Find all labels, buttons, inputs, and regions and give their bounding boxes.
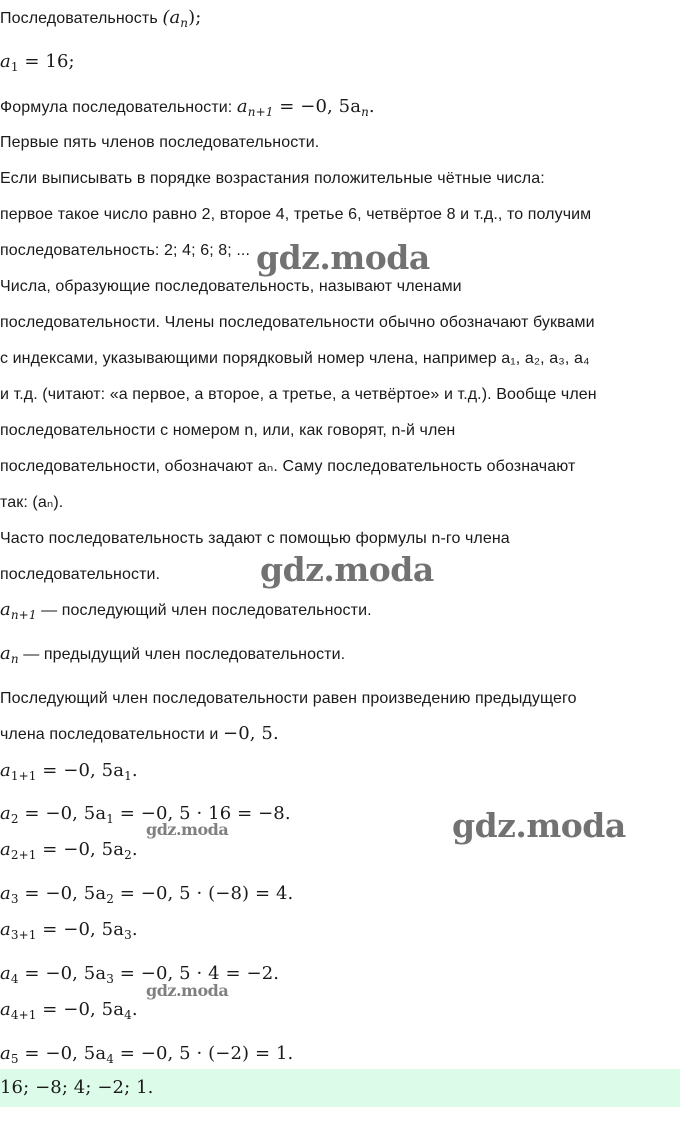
watermark: gdz.moda <box>146 981 229 1000</box>
calc-3: $a_{2+1} = -0$, $5a_2$. <box>0 839 138 862</box>
math-sub: 1 <box>10 60 19 74</box>
calc-6: $a_4 = -0$, $5a_3 = -0$, 5 · 4 = −2. <box>0 963 280 986</box>
text: члена последовательности и <box>0 726 224 743</box>
line-rule-1: Последующий член последовательности равен произведению предыдущего <box>0 690 577 707</box>
line-formula <box>0 95 375 120</box>
calc-2: $a_2 = -0$, $5a_1 = -0$, 5 · 16 = −8. <box>0 803 291 826</box>
text: — предыдущий член последовательности. <box>18 646 346 663</box>
line-theory-6: с индексами, указывающими порядковый номер члена, например a₁, a₂, a₃, a₄ <box>0 350 590 367</box>
math-rest: = 16; <box>18 51 75 72</box>
watermark: gdz.moda <box>256 238 430 277</box>
watermark: gdz.moda <box>146 820 229 839</box>
line-a1 <box>0 50 75 74</box>
line-prev-term <box>0 642 345 667</box>
line-theory-1: Если выписывать в порядке возрастания положительные чётные числа: <box>0 170 545 187</box>
answer-text: 16; −8; 4; −2; 1. <box>0 1077 154 1098</box>
line-theory-4: Числа, образующие последовательность, называют членами <box>0 278 462 295</box>
math: $a_n$ <box>0 643 19 666</box>
text: — последующий член последовательности. <box>36 602 372 619</box>
watermark: gdz.moda <box>260 550 434 589</box>
line-next-term <box>0 598 372 623</box>
line-theory-10: так: (aₙ). <box>0 494 64 511</box>
math-var: a <box>0 51 11 72</box>
math: −0, 5. <box>223 723 279 744</box>
watermark: gdz.moda <box>452 806 626 845</box>
line-theory-8: последовательности с номером n, или, как говорят, n-й член <box>0 422 456 439</box>
calc-1: $a_{1+1} = -0$, $5a_1$. <box>0 760 138 783</box>
math: $a_{n+1} = -0$, $5a_n$. <box>236 96 375 119</box>
calc-5: $a_{3+1} = -0$, $5a_3$. <box>0 919 138 942</box>
line-sequence <box>0 6 201 31</box>
line-theory-2: первое такое число равно 2, второе 4, третье 6, четвёртое 8 и т.д., то получим <box>0 206 592 223</box>
text: Формула последовательности: <box>0 99 237 116</box>
line-rule-2 <box>0 722 279 747</box>
line-theory-12: последовательности. <box>0 566 161 583</box>
calc-8: $a_5 = -0$, $5a_4 = -0$, 5 · (−2) = 1. <box>0 1043 294 1066</box>
line-theory-7: и т.д. (читают: «a первое, a второе, a третье, a четвёртое» и т.д.). Вообще член <box>0 386 597 403</box>
line-theory-3: последовательность: 2; 4; 6; 8; ... <box>0 242 251 259</box>
line-first-five: Первые пять членов последовательности. <box>0 134 320 151</box>
answer-box <box>0 1069 680 1107</box>
line-theory-11: Часто последовательность задают с помощью формулы n-го члена <box>0 530 510 547</box>
math: $a_{n+1}$ <box>0 599 37 622</box>
calc-7: $a_{4+1} = -0$, $5a_4$. <box>0 999 138 1022</box>
line-theory-9: последовательности, обозначают aₙ. Саму последовательность обозначают <box>0 458 576 475</box>
calc-4: $a_3 = -0$, $5a_2 = -0$, 5 · (−8) = 4. <box>0 883 294 906</box>
line-theory-5: последовательности. Члены последовательности обычно обозначают буквами <box>0 314 595 331</box>
text: Последовательность <box>0 10 163 27</box>
math: $(a_n)$; <box>162 7 202 30</box>
